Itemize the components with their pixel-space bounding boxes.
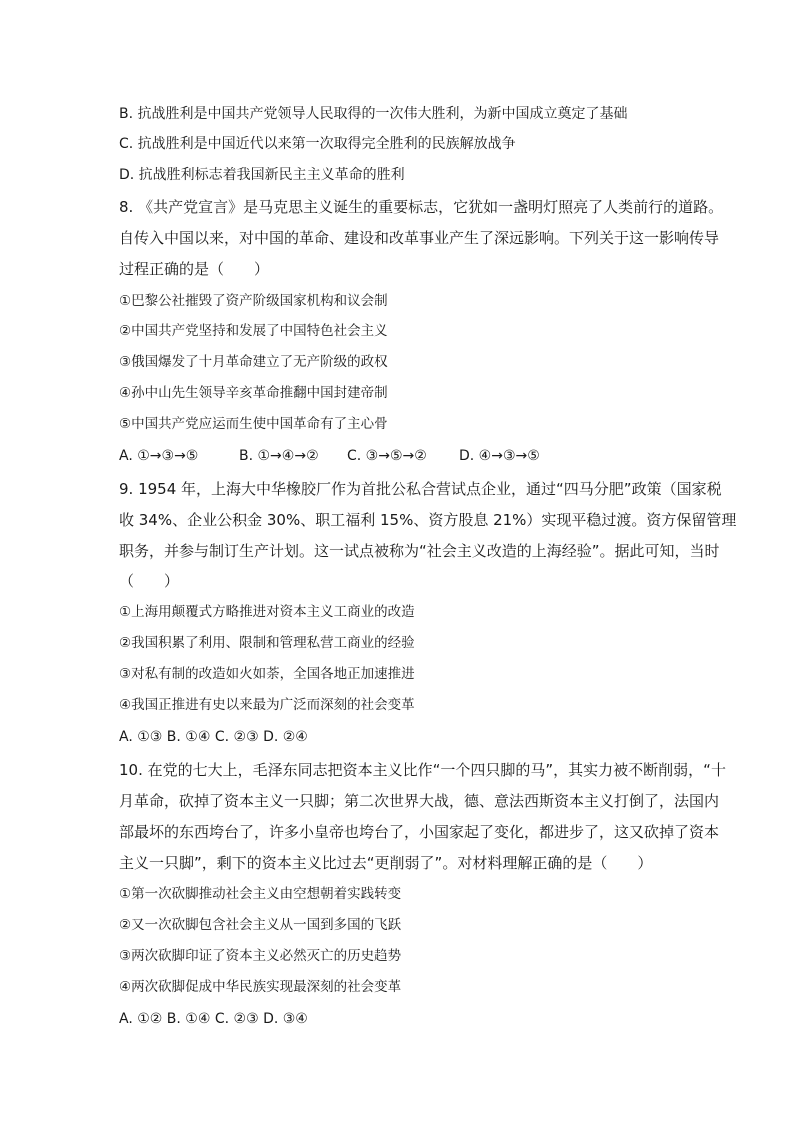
q10-item-2: ②又一次砍脚包含社会主义从一国到多国的飞跃 bbox=[119, 917, 402, 933]
q10-stem-line-2: 月革命，砍掉了资本主义一只脚；第二次世界大战，德、意法西斯资本主义打倒了，法国内 bbox=[119, 792, 720, 810]
option-d: D. 抗战胜利标志着我国新民主主义革命的胜利 bbox=[119, 167, 405, 183]
q8-stem-line-2: 自传入中国以来，对中国的革命、建设和改革事业产生了深远影响。下列关于这一影响传导 bbox=[119, 229, 720, 247]
q10-stem-line-4: 主义一只脚”，剩下的资本主义比过去“更削弱了”。对材料理解正确的是（ ） bbox=[119, 854, 653, 872]
q8-item-2: ②中国共产党坚持和发展了中国特色社会主义 bbox=[119, 323, 388, 339]
q10-stem-line-1: 10. 在党的七大上，毛泽东同志把资本主义比作“一个四只脚的马”，其实力被不断削弱，“十 bbox=[119, 761, 726, 779]
q9-stem-line-2: 收 34%、企业公积金 30%、职工福利 15%、资方股息 21%）实现平稳过渡。资方保留管理 bbox=[119, 511, 737, 529]
q8-stem-line-3: 过程正确的是（ ） bbox=[119, 260, 270, 278]
option-c: C. 抗战胜利是中国近代以来第一次取得完全胜利的民族解放战争 bbox=[119, 136, 516, 152]
q8-item-5: ⑤中国共产党应运而生使中国革命有了主心骨 bbox=[119, 416, 388, 432]
q10-item-3: ③两次砍脚印证了资本主义必然灭亡的历史趋势 bbox=[119, 948, 402, 964]
q10-stem-line-3: 部最坏的东西垮台了，许多小皇帝也垮台了，小国家起了变化，都进步了，这又砍掉了资本 bbox=[119, 823, 720, 841]
q8-answer-c: C. ③→⑤→② bbox=[347, 448, 427, 464]
q9-stem-line-1: 9. 1954 年，上海大中华橡胶厂作为首批公私合营试点企业，通过“四马分肥”政策（国家税 bbox=[119, 480, 722, 498]
q8-stem-line-1: 8. 《共产党宣言》是马克思主义诞生的重要标志，它犹如一盏明灯照亮了人类前行的道路。 bbox=[119, 198, 724, 216]
q9-stem-line-3: 职务，并参与制订生产计划。这一试点被称为“社会主义改造的上海经验”。据此可知，当时 bbox=[119, 542, 720, 560]
q10-item-1: ①第一次砍脚推动社会主义由空想朝着实践转变 bbox=[119, 886, 402, 902]
option-b: B. 抗战胜利是中国共产党领导人民取得的一次伟大胜利，为新中国成立奠定了基础 bbox=[119, 106, 628, 122]
q9-stem-line-4: （ ） bbox=[119, 572, 180, 590]
q8-answer-d: D. ④→③→⑤ bbox=[459, 448, 540, 464]
q9-answers: A. ①③ B. ①④ C. ②③ D. ②④ bbox=[119, 729, 308, 745]
q10-item-4: ④两次砍脚促成中华民族实现最深刻的社会变革 bbox=[119, 979, 402, 995]
q8-answers bbox=[119, 446, 540, 466]
q9-item-1: ①上海用颠覆式方略推进对资本主义工商业的改造 bbox=[119, 604, 415, 620]
q9-item-3: ③对私有制的改造如火如荼，全国各地正加速推进 bbox=[119, 666, 415, 682]
q8-item-1: ①巴黎公社摧毁了资产阶级国家机构和议会制 bbox=[119, 293, 388, 309]
q8-item-4: ④孙中山先生领导辛亥革命推翻中国封建帝制 bbox=[119, 385, 388, 401]
q9-item-4: ④我国正推进有史以来最为广泛而深刻的社会变革 bbox=[119, 697, 415, 713]
q8-answer-a: A. ①→③→⑤ bbox=[119, 448, 199, 464]
q8-answer-b: B. ①→④→② bbox=[239, 448, 319, 464]
q8-item-3: ③俄国爆发了十月革命建立了无产阶级的政权 bbox=[119, 354, 388, 370]
q10-answers: A. ①② B. ①④ C. ②③ D. ③④ bbox=[119, 1011, 308, 1027]
q9-item-2: ②我国积累了利用、限制和管理私营工商业的经验 bbox=[119, 635, 415, 651]
